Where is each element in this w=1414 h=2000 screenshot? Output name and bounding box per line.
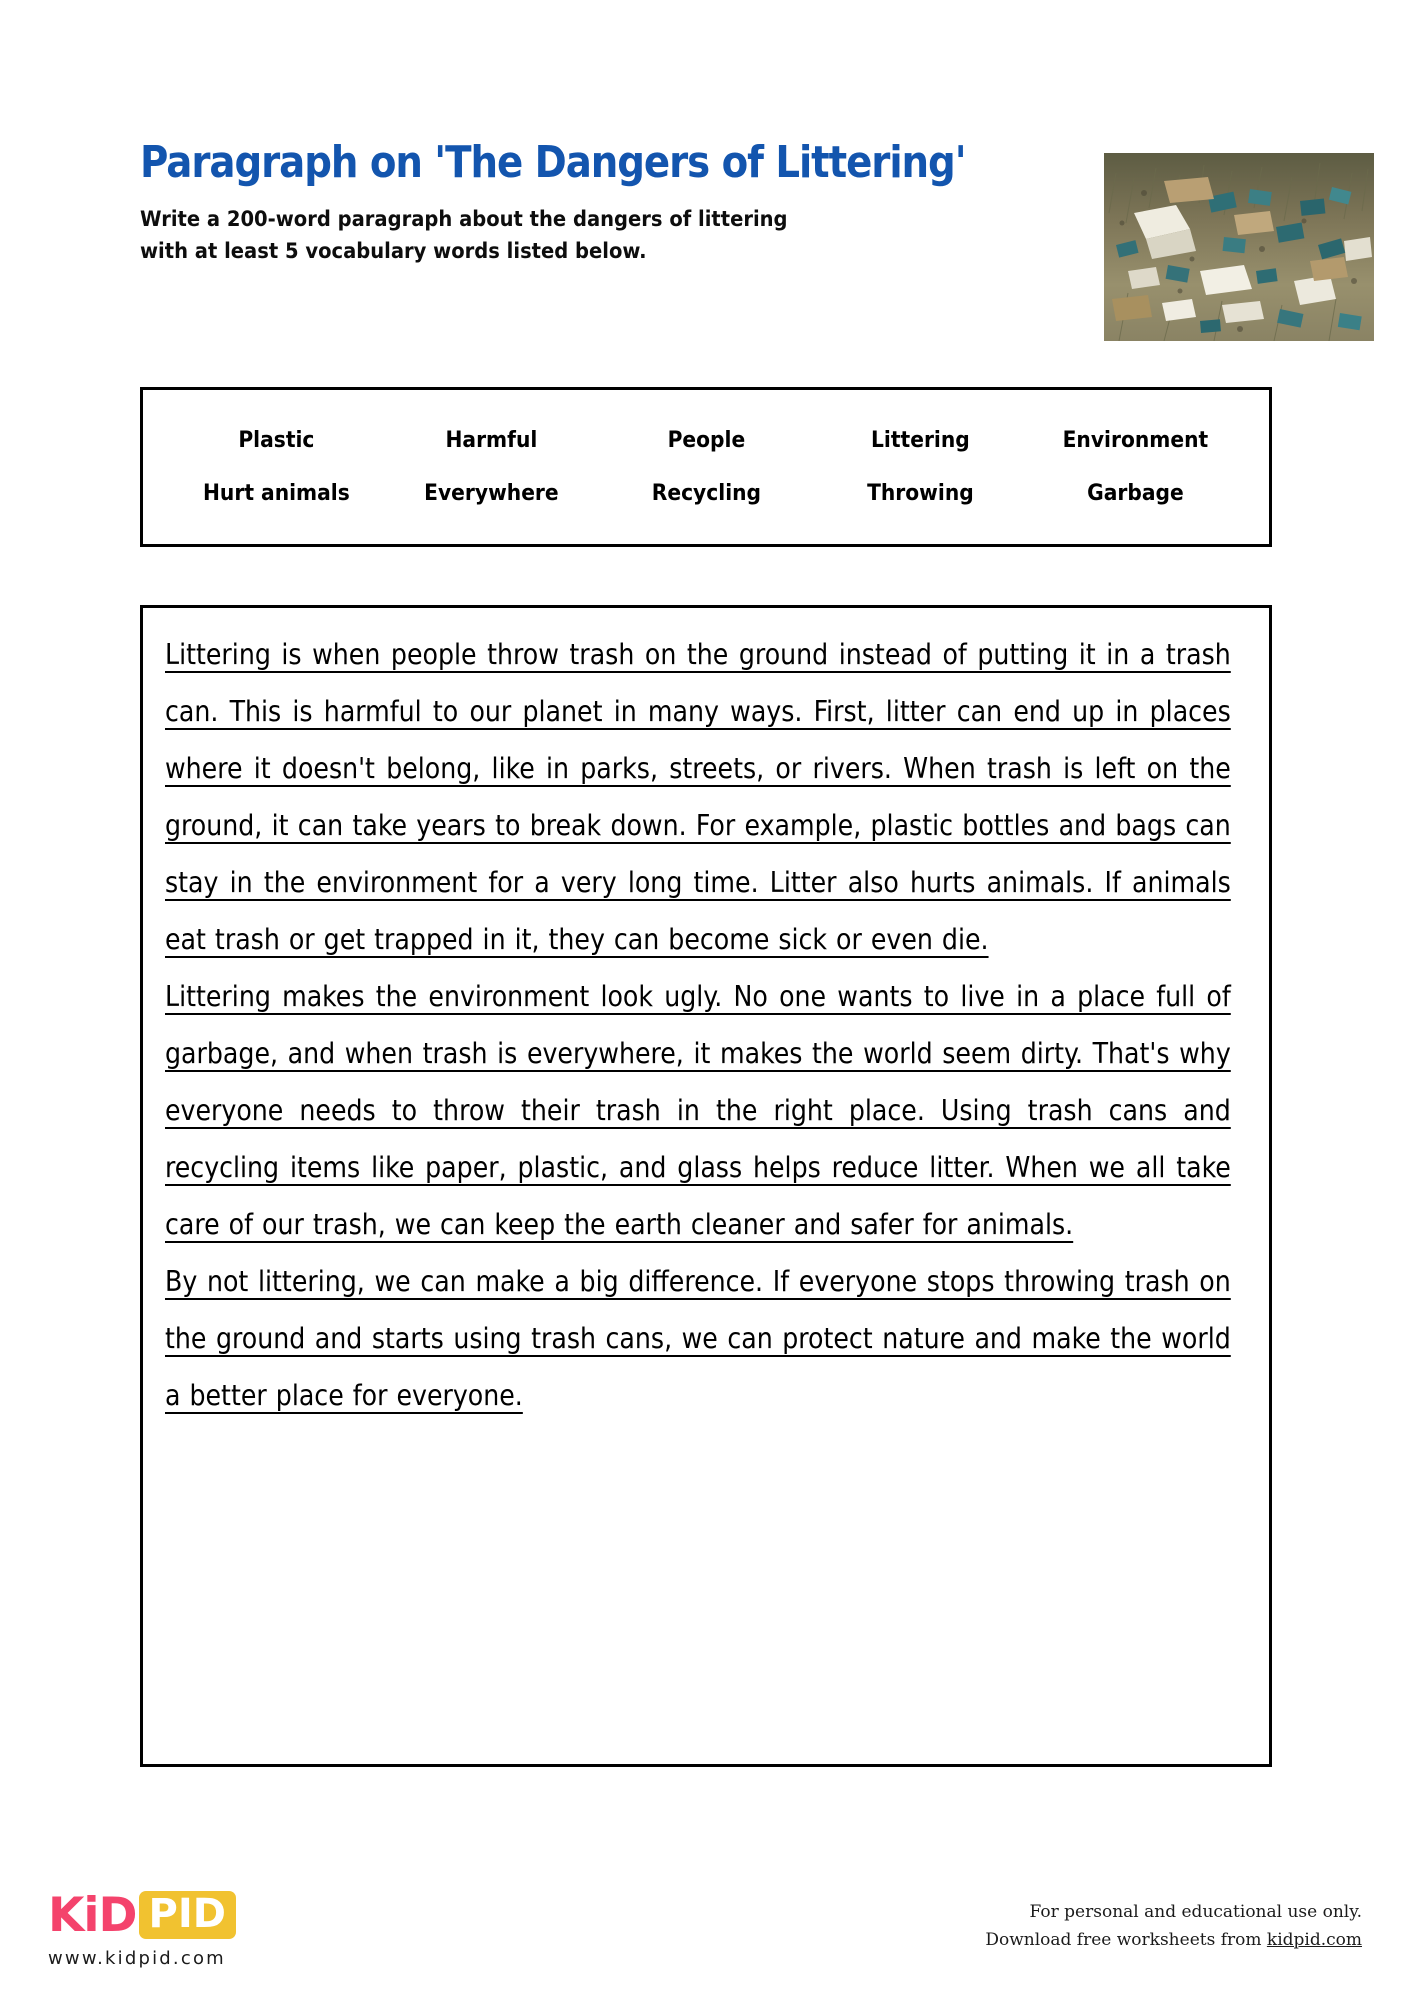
vocab-word: Throwing [867,481,975,506]
legal-line-2 [985,1926,1362,1954]
vocab-word: Plastic [238,428,315,453]
littered-trash-photo [1104,153,1374,341]
vocab-word: Harmful [445,428,538,453]
answer-paragraph-1: Littering is when people throw trash on the ground instead of putting it in a trash can. This is harmful to our planet in many ways. First, litter can end up in places where it doesn't belong, like in parks, streets, or rivers. When trash is left on the ground, it can take years to break down. For example, plastic bottles and bags can stay in the environment for a very long time. Litter also hurts animals. If animals eat trash or get trapped in it, they can become sick or even die. [165,638,1231,956]
kidpid-logo[interactable] [48,1888,236,1969]
page-title: Paragraph on 'The Dangers of Littering' [140,137,966,188]
legal-notice [985,1898,1362,1954]
logo-mark [48,1888,236,1942]
answer-paragraph-2: Littering makes the environment look ugly. No one wants to live in a place full of garbage, and when trash is everywhere, it makes the world seem dirty. That's why everyone needs to throw their trash in the right place. Using trash cans and recycling items like paper, plastic, and glass helps reduce litter. When we all take care of our trash, we can keep the earth cleaner and safer for animals. [165,980,1231,1241]
answer-paragraph-3: By not littering, we can make a big difference. If everyone stops throwing trash on the ground and starts using trash cans, we can protect nature and make the world a better place for everyone. [165,1265,1231,1412]
vocab-word: Everywhere [423,481,559,506]
vocab-word: Littering [871,428,971,453]
photo-illustration [1104,153,1374,341]
vocab-word: Hurt animals [202,481,350,506]
vocabulary-word-box [140,387,1272,547]
vocab-word: People [667,428,745,453]
vocabulary-row-1 [143,428,1269,453]
vocab-word: Recycling [651,481,761,506]
vocabulary-row-2 [143,481,1269,506]
instruction-text [140,204,1196,268]
vocab-word: Environment [1062,428,1209,453]
logo-kid-text: KiD [48,1887,137,1943]
legal-line-1: For personal and educational use only. [1029,1902,1362,1922]
instruction-line-1: Write a 200-word paragraph about the dangers of littering [140,207,788,232]
kidpid-link[interactable]: kidpid.com [1266,1930,1362,1951]
answer-writing-box[interactable] [140,605,1272,1767]
legal-line-2-prefix: Download free worksheets from [985,1930,1267,1951]
logo-pid-text: PID [139,1891,236,1939]
instruction-line-2: with at least 5 vocabulary words listed below. [140,239,647,264]
vocab-word: Garbage [1087,481,1184,506]
logo-website-url: www.kidpid.com [48,1948,226,1969]
page-footer [0,1880,1414,2000]
